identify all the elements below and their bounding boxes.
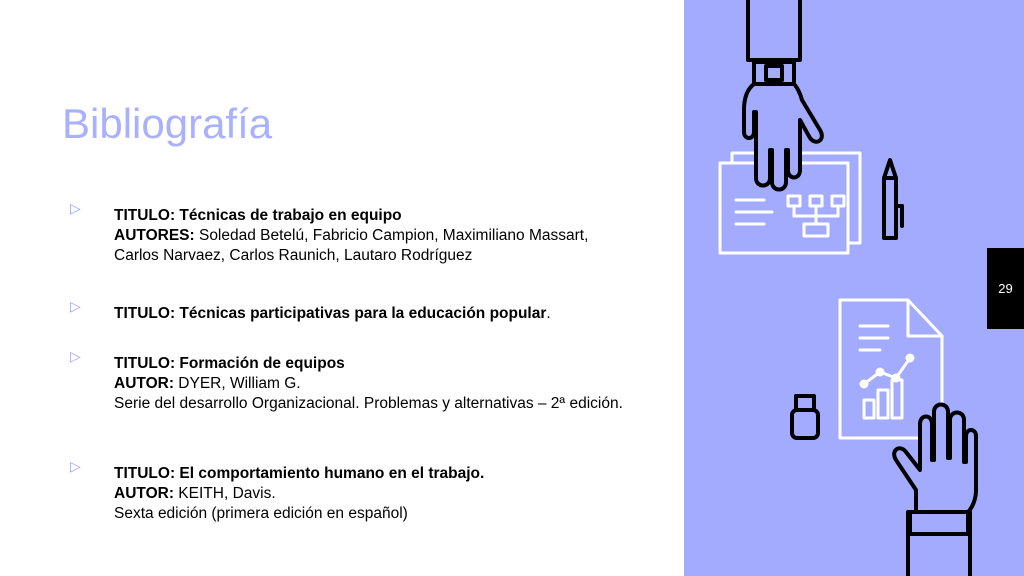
usb-drive-icon (792, 396, 818, 438)
item-author (114, 484, 634, 504)
bullet-marker-icon: ▷ (70, 458, 81, 474)
item-title: TITULO: El comportamiento humano en el trabajo. (114, 465, 485, 482)
item-author-label: AUTOR: (114, 375, 174, 392)
page-number-box (987, 248, 1024, 329)
item-title: TITULO: Formación de equipos (114, 355, 345, 372)
bullet-marker-icon: ▷ (70, 298, 81, 314)
line-art-illustration (684, 0, 1024, 576)
item-author (114, 374, 634, 394)
item-authors (114, 226, 634, 266)
item-authors-value: Soledad Betelú, Fabricio Campion, Maximiliano Massart, Carlos Narvaez, Carlos Raunich, Lautaro Rodríguez (114, 227, 589, 264)
item-author-value: DYER, William G. (174, 375, 301, 392)
item-authors-label: AUTORES: (114, 227, 195, 244)
page-number: 29 (998, 281, 1013, 296)
item-note: Serie del desarrollo Organizacional. Problemas y alternativas – 2ª edición. (114, 395, 623, 412)
bullet-marker-icon: ▷ (70, 348, 81, 364)
item-note: Sexta edición (primera edición en español) (114, 505, 408, 522)
pen-icon (884, 160, 902, 238)
list-item-text (114, 354, 634, 414)
item-title: TITULO: Técnicas de trabajo en equipo (114, 207, 402, 224)
list-item-text (114, 304, 634, 324)
item-title: TITULO: Técnicas participativas para la educación popular (114, 305, 547, 322)
bullet-marker-icon: ▷ (70, 200, 81, 216)
item-title-line (114, 304, 634, 324)
slide-title: Bibliografía (62, 100, 273, 147)
list-item-text (114, 464, 634, 524)
item-author-value: KEITH, Davis. (174, 485, 276, 502)
list-item-text (114, 206, 634, 266)
item-author-label: AUTOR: (114, 485, 174, 502)
item-title-tail: . (546, 305, 551, 322)
